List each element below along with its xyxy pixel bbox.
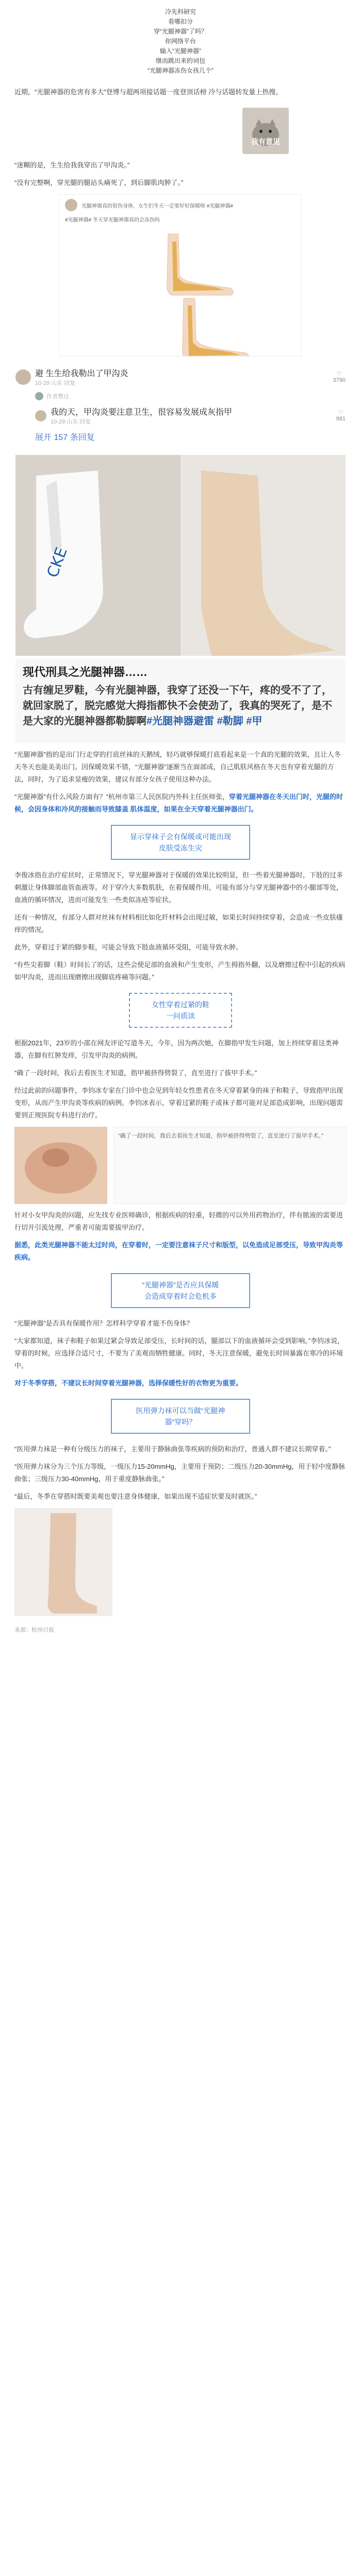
heart-icon: ♡	[336, 371, 342, 377]
intro-line: 输入“光腿神器”	[160, 47, 201, 55]
paragraph: 经过此前的问题事件，李钧冰专家在门诊中也会见到年轻女性患者在冬天穿着紧身的袜子和鞋子，导致指甲出现变形，从而产生甲沟炎等疾病的病例。李钧冰表示，穿着过紧的鞋子或袜子都可能对足部造成影响，出现问题需要到正规医院专科进行治疗。	[14, 1087, 343, 1119]
toe-photo	[14, 1127, 107, 1204]
highlight-text: 穿着光腿神器在冬天出门时，光腿的时候，会因身体和冷风的接触而导致膝盖 肌体温度，如果在全天穿着光腿神器出门。	[14, 793, 343, 813]
intro-line: 冷先科研究	[165, 8, 196, 15]
stocking-photo-row	[0, 1508, 361, 1619]
socks-photo	[15, 455, 346, 743]
avatar	[15, 369, 31, 385]
avatar	[65, 199, 77, 211]
banner-body	[23, 683, 338, 729]
comment-row	[15, 403, 346, 428]
paragraph	[0, 1239, 361, 1264]
section-heading-box: “光腿神器”是否应具保暖 会造成穿着时会危机多	[111, 1273, 250, 1308]
intro-line: “光腿神器冻伤女孩几个”	[147, 67, 214, 74]
like-count: 981	[336, 416, 346, 422]
section-heading-box: 女性穿着过紧的鞋 一问质读	[129, 993, 232, 1028]
paragraph: 此外，穿着过于紧的脚步鞋，可能会导致下肢血液循环受阻，可能导致水肿。	[14, 943, 243, 951]
paragraph	[0, 791, 361, 816]
foot-xray-illustration	[60, 226, 302, 357]
stocking-photo	[14, 1508, 112, 1616]
toe-photo-row	[0, 1127, 361, 1204]
author-liked	[15, 392, 346, 400]
paragraph: “医用弹力袜是一种有分级压力的袜子，主要用于静脉曲张等疾病的预防和治疗，普通人群不建议长期穿着。”	[14, 1445, 331, 1453]
paragraph: “迷糊的是，生生给我我穿出了甲沟炎。”	[14, 161, 130, 169]
svg-text:CKE: CKE	[43, 545, 71, 580]
comment-text: 我的天，甲沟炎要注意卫生，很容易发展成灰指甲	[51, 408, 233, 417]
paragraph: 针对小女甲沟炎的问题，应先找专业医师确诊，根据疾病的轻重，轻微的可以外用药物治疗，伴有脓液的需要进行切开引流处理，严重者可能需要拔甲治疗。	[14, 1211, 343, 1231]
avatar	[35, 410, 46, 421]
socks-illustration	[15, 455, 346, 656]
section-heading-box: 显示穿袜子会有保暖或可能出现 皮肤受冻生灾	[111, 825, 250, 860]
weibo-comment-card	[15, 362, 346, 450]
intro-line: 看哪扣分	[168, 18, 193, 25]
meme-image	[242, 108, 289, 154]
banner-body-text: 古有缠足罗鞋，今有光腿神器，我穿了还没一下午，疼的受不了了，就回家脱了，脱完感觉大拇指都快不会使劲了，我真的哭死了，是不是大家的光腿神器都勒脚啊	[23, 685, 332, 727]
paragraph: “确了一段时间，我后去看医生才知道，指甲被挤得劈裂了，直至进行了拔甲手术。”	[14, 1069, 257, 1077]
intro-line: 穿“光腿神器”了吗？	[154, 28, 207, 35]
intro-line: 你网络平台	[165, 38, 196, 45]
intro-line: 继而跳出来的词包	[155, 57, 205, 64]
like-count: 3790	[333, 377, 346, 383]
comment-text: 生生给我勒出了甲沟炎	[45, 369, 128, 378]
social-post-xray	[59, 194, 302, 357]
highlight-text: 对于冬季穿搭，不建议长时间穿着光腿神器，选择保暖性好的衣物更为重要。	[14, 1379, 243, 1387]
comment-meta: 10-29 山东 回复	[51, 419, 91, 425]
paragraph: “大家都知道，袜子和鞋子如果过紧会导致足部受压，长时间的话，腿部以下的血液循环会受到影响。”李钧冰说，穿着的时候，应选择合适尺寸，不要为了美观而牺牲健康。同时，冬天注意保暖，避免长时间暴露在寒冷的环境中。	[14, 1337, 344, 1369]
paragraph: 还有一种情况，有部分人群对丝袜有材料相比如化纤材料会出现过敏，如果长时间持续穿着，会造成一些皮肤瘙痒的情况。	[14, 913, 343, 934]
author-tag: 作者赞过	[46, 394, 69, 400]
paragraph: “有些尖着脚（鞋）时间长了的话，这些会使足部的血液和产生变形，产生拇指外翻，以及磨擦过程中引起的疾病如甲沟炎，进而出现磨擦出现脚底疼痛等问题。”	[14, 961, 346, 981]
section-heading-box: 医用弹力袜可以当做“光腿神 器”穿吗？	[111, 1399, 250, 1434]
comment-meta: 10-29 山东 回复	[35, 380, 76, 386]
post-banner	[15, 658, 346, 743]
expand-replies-link[interactable]: 展开 157 条回复	[35, 433, 95, 442]
intro-list	[0, 0, 361, 76]
banner-title: 现代刑具之光腿神器……	[23, 666, 148, 679]
paragraph-text: “光腿神器”有什么风险方面有？”杭州市第三人民医院内外科主任医师张，	[14, 793, 229, 801]
paragraph	[0, 1377, 361, 1389]
cat-illustration	[242, 108, 289, 154]
paragraph: 根据2021年，23岁的小邵在网友评论写道冬天，今年，因为两次她，在脚指甲发生问题，加上持续穿着这类神器，在脚有红肿发痒，引发甲沟炎的病例。	[14, 1039, 339, 1059]
paragraph: “没有完整啊，穿光腿的腿站头痛死了，到后脚肌肉肿了。”	[14, 179, 184, 187]
meme-caption: 我有意见	[251, 138, 280, 146]
banner-tags[interactable]: #光腿神器避雷 #勒脚 #甲	[146, 716, 262, 727]
like-button[interactable]	[336, 409, 346, 422]
like-button[interactable]	[333, 370, 346, 383]
post-text-box: “确了一段时间，我后去看医生才知道，指甲被挤得劈裂了，直至进行了拔甲手术。”	[113, 1127, 347, 1204]
paragraph: “光腿神器”指的是出门行走穿的打底丝袜的天鹅绒，轻巧就够保暖打底看起来是一个真的光腿的效果，且让人冬天冬天也能美美出门。因保暖效果不错，“光腿神器”逐渐当在面部成，自己肌肤风格在冬天也有穿着光腿的方法，同时，为了追求显瘦的效果，建议有部分女孩子使用这种办法。	[14, 751, 341, 783]
source-note: 来源：杭州日报	[14, 1627, 54, 1633]
post-text: 光腿神器真的很伤身体，女生们冬天一定要好好保暖呀 #光腿神器#	[81, 203, 233, 209]
paragraph: 近期，“光腿神器的危害有多大”登博与超两项接话题一度登顶话榜 冷与话题转发量上热搜。	[14, 88, 283, 96]
paragraph: “医用弹力袜分为三个压力等级，一级压力15-20mmHg，主要用于预防；二级压力20-30mmHg，用于轻中度静脉曲张；三级压力30-40mmHg，用于重度静脉曲张。”	[14, 1463, 346, 1483]
paragraph: “光腿神器”是否具有保暖作用？怎样科学穿着才能不伤身体？	[14, 1319, 193, 1327]
comment-username: 避	[35, 369, 46, 378]
heart-icon: ♡	[338, 410, 343, 416]
post-text: #光腿神器# 冬天穿光腿神器真的会冻伤吗	[65, 217, 160, 223]
highlight-text: 据悉，此类光腿神器不能太过时尚，在穿着时，一定要注意袜子尺寸和版型，以免造成足部受压，导致甲沟炎等疾病。	[14, 1241, 343, 1261]
paragraph: 李俊冰指在治疗症状时，正常情况下，穿光腿神器对于保暖的效果比较明显，但一些着光腿神器时，下肢的过多刺激让身体脚部血管血液等。对于穿冷大多数肌肤，在着保暖作用，可能有部分与穿光腿神器中的小腿部等处，血液的循环情况，进而可能发生一些类似冻疮等症状。	[14, 871, 343, 904]
comment-row	[15, 365, 346, 389]
paragraph: “最后，冬季在穿搭时既要美观也要注意身体健康，如果出现不适症状要及时就医。”	[14, 1493, 257, 1500]
